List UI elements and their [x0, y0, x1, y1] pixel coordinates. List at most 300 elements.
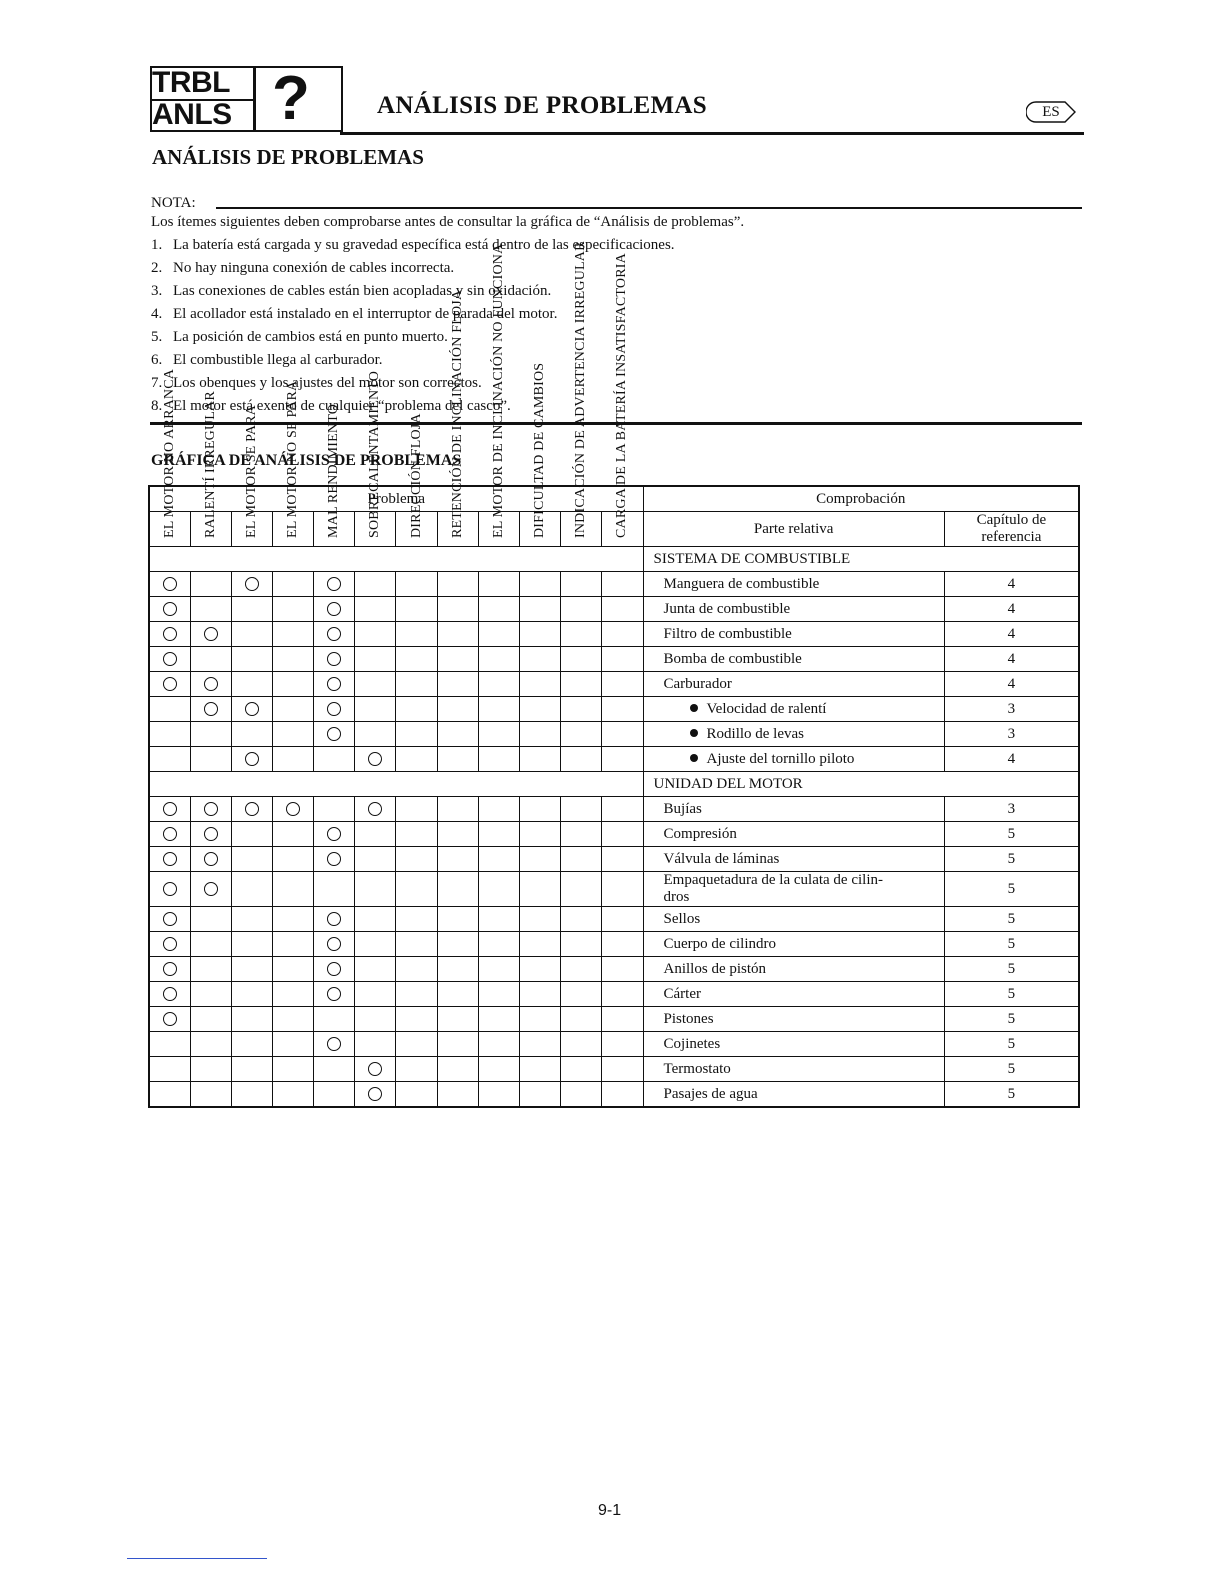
mark-cell: [396, 747, 437, 772]
mark-cell: [190, 907, 231, 932]
mark-cell: [355, 822, 396, 847]
table-row: [149, 697, 1079, 722]
mark-cell: [396, 872, 437, 907]
part-name: Manguera de combustible: [663, 575, 820, 592]
problem-column-header: [437, 289, 478, 547]
mark-cell: [149, 1007, 190, 1032]
chapter-cell: 5: [944, 932, 1079, 957]
mark-cell: [437, 672, 478, 697]
mark-cell: [190, 1032, 231, 1057]
part-name: Cárter: [663, 985, 701, 1002]
part-name: Válvula de láminas: [663, 850, 780, 867]
check-circle-icon: [163, 937, 177, 951]
check-circle-icon: [204, 627, 218, 641]
chapter-cell: 4: [944, 747, 1079, 772]
mark-cell: [519, 907, 560, 932]
note-item-text: El motor está exento de cualquier “problema del casco”.: [173, 398, 511, 414]
note-item: [151, 329, 448, 346]
mark-cell: [231, 907, 272, 932]
table-row: [149, 572, 1079, 597]
mark-cell: [437, 722, 478, 747]
note-item: [151, 352, 383, 369]
check-circle-icon: [163, 652, 177, 666]
mark-cell: [519, 982, 560, 1007]
mark-cell: [561, 872, 602, 907]
mark-cell: [314, 672, 355, 697]
mark-cell: [149, 982, 190, 1007]
mark-cell: [231, 822, 272, 847]
mark-cell: [396, 1057, 437, 1082]
mark-cell: [355, 872, 396, 907]
part-cell: [643, 797, 944, 822]
mark-cell: [478, 622, 519, 647]
mark-cell: [396, 822, 437, 847]
mark-cell: [149, 932, 190, 957]
problem-label: EL MOTOR NO SE PARA: [285, 380, 301, 538]
check-circle-icon: [163, 827, 177, 841]
check-circle-icon: [327, 987, 341, 1001]
note-item-number: 8.: [151, 398, 163, 414]
mark-cell: [231, 872, 272, 907]
mark-cell: [437, 1032, 478, 1057]
mark-cell: [149, 597, 190, 622]
problem-label: EL MOTOR SE PARA: [243, 405, 259, 538]
mark-cell: [437, 822, 478, 847]
check-circle-icon: [245, 802, 259, 816]
mark-cell: [396, 932, 437, 957]
problem-column-header: [602, 253, 643, 547]
mark-cell: [149, 1057, 190, 1082]
mark-cell: [231, 982, 272, 1007]
chapter-cell: 4: [944, 647, 1079, 672]
mark-cell: [561, 622, 602, 647]
mark-cell: [478, 1032, 519, 1057]
part-name: Sellos: [663, 910, 701, 927]
mark-cell: [314, 797, 355, 822]
mark-cell: [561, 1007, 602, 1032]
mark-cell: [437, 622, 478, 647]
mark-cell: [437, 872, 478, 907]
part-name: Pistones: [663, 1010, 714, 1027]
check-circle-icon: [327, 727, 341, 741]
mark-cell: [190, 697, 231, 722]
mark-cell: [231, 622, 272, 647]
problem-label: EL MOTOR NO ARRANCA: [161, 368, 177, 538]
mark-cell: [355, 572, 396, 597]
check-header: Comprobación: [643, 486, 1079, 512]
mark-cell: [519, 1057, 560, 1082]
mark-cell: [396, 847, 437, 872]
mark-cell: [437, 907, 478, 932]
mark-cell: [561, 697, 602, 722]
mark-cell: [231, 747, 272, 772]
mark-cell: [190, 982, 231, 1007]
table-row: [149, 907, 1079, 932]
mark-cell: [149, 622, 190, 647]
check-circle-icon: [163, 602, 177, 616]
note-item: [151, 237, 675, 254]
mark-cell: [561, 932, 602, 957]
mark-cell: [478, 957, 519, 982]
section-name: UNIDAD DEL MOTOR: [643, 772, 1079, 797]
part-cell: [643, 982, 944, 1007]
part-header-text: Parte relativa: [753, 520, 834, 537]
part-header: [643, 512, 944, 547]
part-cell: [643, 872, 944, 907]
problem-label: DIRECCIÓN FLOJA: [408, 413, 424, 538]
check-circle-icon: [327, 677, 341, 691]
mark-cell: [190, 932, 231, 957]
mark-cell: [478, 747, 519, 772]
mark-cell: [190, 672, 231, 697]
logo-code-bottom: ANLS: [152, 98, 232, 131]
check-circle-icon: [327, 627, 341, 641]
mark-cell: [355, 847, 396, 872]
table-row: [149, 797, 1079, 822]
mark-cell: [314, 822, 355, 847]
part-name: Anillos de pistón: [663, 960, 767, 977]
mark-cell: [355, 1057, 396, 1082]
mark-cell: [355, 797, 396, 822]
mark-cell: [519, 957, 560, 982]
section-title: ANÁLISIS DE PROBLEMAS: [152, 145, 424, 169]
mark-cell: [602, 572, 643, 597]
note-item-text: Las conexiones de cables están bien acopladas y sin oxidación.: [173, 283, 552, 299]
mark-cell: [272, 1007, 313, 1032]
mark-cell: [272, 872, 313, 907]
table-row: [149, 872, 1079, 907]
page-number: 9-1: [598, 1502, 622, 1519]
check-circle-icon: [368, 1062, 382, 1076]
note-item-number: 7.: [151, 375, 163, 391]
chapter-cell: 5: [944, 1032, 1079, 1057]
check-circle-icon: [368, 1087, 382, 1101]
mark-cell: [190, 1082, 231, 1108]
note-item-number: 5.: [151, 329, 163, 345]
mark-cell: [314, 697, 355, 722]
mark-cell: [561, 1057, 602, 1082]
part-name: Velocidad de ralentí: [706, 700, 827, 717]
mark-cell: [561, 822, 602, 847]
mark-cell: [314, 872, 355, 907]
table-row: [149, 822, 1079, 847]
chapter-cell: 5: [944, 907, 1079, 932]
mark-cell: [396, 672, 437, 697]
mark-cell: [190, 1057, 231, 1082]
part-name: Compresión: [663, 825, 737, 842]
part-cell: [643, 697, 944, 722]
mark-cell: [519, 1007, 560, 1032]
mark-cell: [355, 697, 396, 722]
chapter-cell: 3: [944, 797, 1079, 822]
mark-cell: [396, 1032, 437, 1057]
mark-cell: [602, 957, 643, 982]
check-circle-icon: [204, 852, 218, 866]
mark-cell: [602, 932, 643, 957]
mark-cell: [602, 1007, 643, 1032]
mark-cell: [231, 932, 272, 957]
mark-cell: [478, 1007, 519, 1032]
note-item-text: La posición de cambios está en punto muerto.: [173, 329, 448, 345]
chapter-cell: 5: [944, 957, 1079, 982]
chart-title: GRÁFICA DE ANÁLISIS DE PROBLEMAS: [151, 452, 462, 469]
part-cell: [643, 822, 944, 847]
mark-cell: [314, 622, 355, 647]
mark-cell: [149, 847, 190, 872]
mark-cell: [602, 747, 643, 772]
mark-cell: [190, 847, 231, 872]
mark-cell: [437, 847, 478, 872]
mark-cell: [314, 982, 355, 1007]
mark-cell: [602, 672, 643, 697]
mark-cell: [478, 672, 519, 697]
mark-cell: [272, 747, 313, 772]
mark-cell: [272, 982, 313, 1007]
part-cell: [643, 672, 944, 697]
mark-cell: [314, 597, 355, 622]
mark-cell: [602, 822, 643, 847]
mark-cell: [396, 907, 437, 932]
table-row: [149, 1082, 1079, 1108]
check-circle-icon: [327, 602, 341, 616]
mark-cell: [478, 597, 519, 622]
check-circle-icon: [245, 577, 259, 591]
problem-label: DIFICULTAD DE CAMBIOS: [531, 362, 547, 538]
mark-cell: [478, 797, 519, 822]
mark-cell: [437, 747, 478, 772]
mark-cell: [519, 822, 560, 847]
section-row: [149, 547, 1079, 572]
mark-cell: [602, 797, 643, 822]
problem-column-header: [149, 368, 190, 547]
mark-cell: [231, 1057, 272, 1082]
mark-cell: [561, 722, 602, 747]
mark-cell: [314, 957, 355, 982]
footer-link-line: [127, 1558, 267, 1559]
mark-cell: [355, 1082, 396, 1108]
mark-cell: [602, 872, 643, 907]
mark-cell: [478, 982, 519, 1007]
mark-cell: [602, 647, 643, 672]
part-name: Rodillo de levas: [706, 725, 805, 742]
problem-column-header: [314, 403, 355, 547]
mark-cell: [561, 847, 602, 872]
check-circle-icon: [163, 852, 177, 866]
mark-cell: [272, 622, 313, 647]
part-cell: [643, 847, 944, 872]
section-row-spacer: [149, 547, 643, 572]
mark-cell: [437, 597, 478, 622]
mark-cell: [314, 1082, 355, 1108]
table-row: [149, 672, 1079, 697]
language-badge: [1026, 101, 1076, 123]
problem-header: Problema: [149, 486, 643, 512]
mark-cell: [396, 572, 437, 597]
mark-cell: [314, 847, 355, 872]
check-circle-icon: [327, 962, 341, 976]
mark-cell: [478, 872, 519, 907]
mark-cell: [519, 847, 560, 872]
header-title: ANÁLISIS DE PROBLEMAS: [377, 92, 707, 119]
mark-cell: [355, 597, 396, 622]
mark-cell: [396, 957, 437, 982]
table-row: [149, 1007, 1079, 1032]
mark-cell: [561, 747, 602, 772]
part-name: Carburador: [663, 675, 732, 692]
bullet-icon: [690, 729, 698, 737]
problem-column-header: [272, 380, 313, 547]
part-cell: [643, 907, 944, 932]
logo-code-top: TRBL: [152, 66, 230, 99]
bullet-icon: [690, 704, 698, 712]
mark-cell: [149, 672, 190, 697]
problem-label: MAL RENDIMIENTO: [326, 403, 342, 538]
mark-cell: [190, 597, 231, 622]
mark-cell: [149, 907, 190, 932]
mark-cell: [602, 1082, 643, 1108]
mark-cell: [231, 597, 272, 622]
check-circle-icon: [245, 702, 259, 716]
mark-cell: [190, 622, 231, 647]
mark-cell: [437, 957, 478, 982]
mark-cell: [602, 1032, 643, 1057]
mark-cell: [478, 722, 519, 747]
mark-cell: [314, 1007, 355, 1032]
mark-cell: [231, 722, 272, 747]
mark-cell: [478, 847, 519, 872]
table-row: [149, 1057, 1079, 1082]
part-name-continued: dros: [663, 889, 690, 905]
mark-cell: [478, 572, 519, 597]
note-item-number: 3.: [151, 283, 163, 299]
mark-cell: [561, 572, 602, 597]
note-item-text: El acollador está instalado en el interruptor de parada del motor.: [173, 306, 558, 322]
mark-cell: [272, 1057, 313, 1082]
mark-cell: [437, 697, 478, 722]
chapter-cell: 3: [944, 722, 1079, 747]
chapter-cell: 5: [944, 1057, 1079, 1082]
mark-cell: [519, 572, 560, 597]
mark-cell: [314, 1057, 355, 1082]
problem-label: RETENCIÓN DE INCLINACIÓN FLOJA: [449, 289, 465, 538]
mark-cell: [355, 672, 396, 697]
mark-cell: [478, 932, 519, 957]
part-name: Ajuste del tornillo piloto: [706, 750, 855, 767]
mark-cell: [478, 1057, 519, 1082]
check-circle-icon: [327, 702, 341, 716]
mark-cell: [561, 982, 602, 1007]
mark-cell: [561, 1082, 602, 1108]
mark-cell: [602, 697, 643, 722]
chapter-header-line-2: referencia: [981, 529, 1042, 545]
check-circle-icon: [204, 677, 218, 691]
mark-cell: [519, 797, 560, 822]
mark-cell: [437, 982, 478, 1007]
mark-cell: [314, 572, 355, 597]
mark-cell: [519, 622, 560, 647]
check-circle-icon: [163, 962, 177, 976]
chapter-header-line-1: Capítulo de: [976, 512, 1047, 528]
section-row: [149, 772, 1079, 797]
mark-cell: [272, 957, 313, 982]
mark-cell: [149, 1032, 190, 1057]
mark-cell: [149, 872, 190, 907]
note-item: [151, 260, 454, 277]
mark-cell: [355, 932, 396, 957]
check-circle-icon: [327, 852, 341, 866]
mark-cell: [519, 647, 560, 672]
mark-cell: [190, 722, 231, 747]
check-circle-icon: [163, 987, 177, 1001]
mark-cell: [519, 722, 560, 747]
mark-cell: [561, 672, 602, 697]
mark-cell: [602, 722, 643, 747]
mark-cell: [355, 647, 396, 672]
part-name: Cojinetes: [663, 1035, 721, 1052]
table-row: [149, 622, 1079, 647]
note-item-text: Los obenques y los ajustes del motor son correctos.: [173, 375, 482, 391]
mark-cell: [519, 672, 560, 697]
mark-cell: [272, 697, 313, 722]
mark-cell: [519, 1032, 560, 1057]
part-cell: [643, 572, 944, 597]
problem-label: INDICACIÓN DE ADVERTENCIA IRREGULAR: [573, 241, 589, 538]
mark-cell: [314, 747, 355, 772]
mark-cell: [190, 872, 231, 907]
mark-cell: [149, 572, 190, 597]
mark-cell: [149, 797, 190, 822]
mark-cell: [231, 1032, 272, 1057]
problem-column-header: [478, 243, 519, 547]
mark-cell: [231, 797, 272, 822]
mark-cell: [231, 572, 272, 597]
mark-cell: [602, 847, 643, 872]
chapter-cell: 5: [944, 1082, 1079, 1108]
problem-label: SOBRECALENTAMIENTO: [367, 370, 383, 538]
mark-cell: [272, 672, 313, 697]
chapter-cell: 3: [944, 697, 1079, 722]
mark-cell: [519, 1082, 560, 1108]
part-cell: [643, 747, 944, 772]
check-circle-icon: [163, 677, 177, 691]
mark-cell: [231, 847, 272, 872]
problem-label: RALENTÍ IRREGULAR: [202, 391, 218, 538]
mark-cell: [437, 1057, 478, 1082]
part-name: Empaquetadura de la culata de cilin-: [663, 872, 883, 888]
mark-cell: [314, 1032, 355, 1057]
mark-cell: [149, 1082, 190, 1108]
table-row: [149, 1032, 1079, 1057]
part-cell: [643, 647, 944, 672]
mark-cell: [231, 957, 272, 982]
mark-cell: [314, 647, 355, 672]
logo-divider: [253, 66, 256, 132]
chapter-cell: 5: [944, 872, 1079, 907]
table-row: [149, 597, 1079, 622]
part-cell: [643, 1057, 944, 1082]
mark-cell: [437, 572, 478, 597]
table-row: [149, 982, 1079, 1007]
mark-cell: [437, 1082, 478, 1108]
part-name: Junta de combustible: [663, 600, 791, 617]
mark-cell: [396, 1082, 437, 1108]
note-item-number: 4.: [151, 306, 163, 322]
mark-cell: [190, 822, 231, 847]
mark-cell: [272, 822, 313, 847]
mark-cell: [314, 907, 355, 932]
mark-cell: [149, 722, 190, 747]
mark-cell: [190, 747, 231, 772]
